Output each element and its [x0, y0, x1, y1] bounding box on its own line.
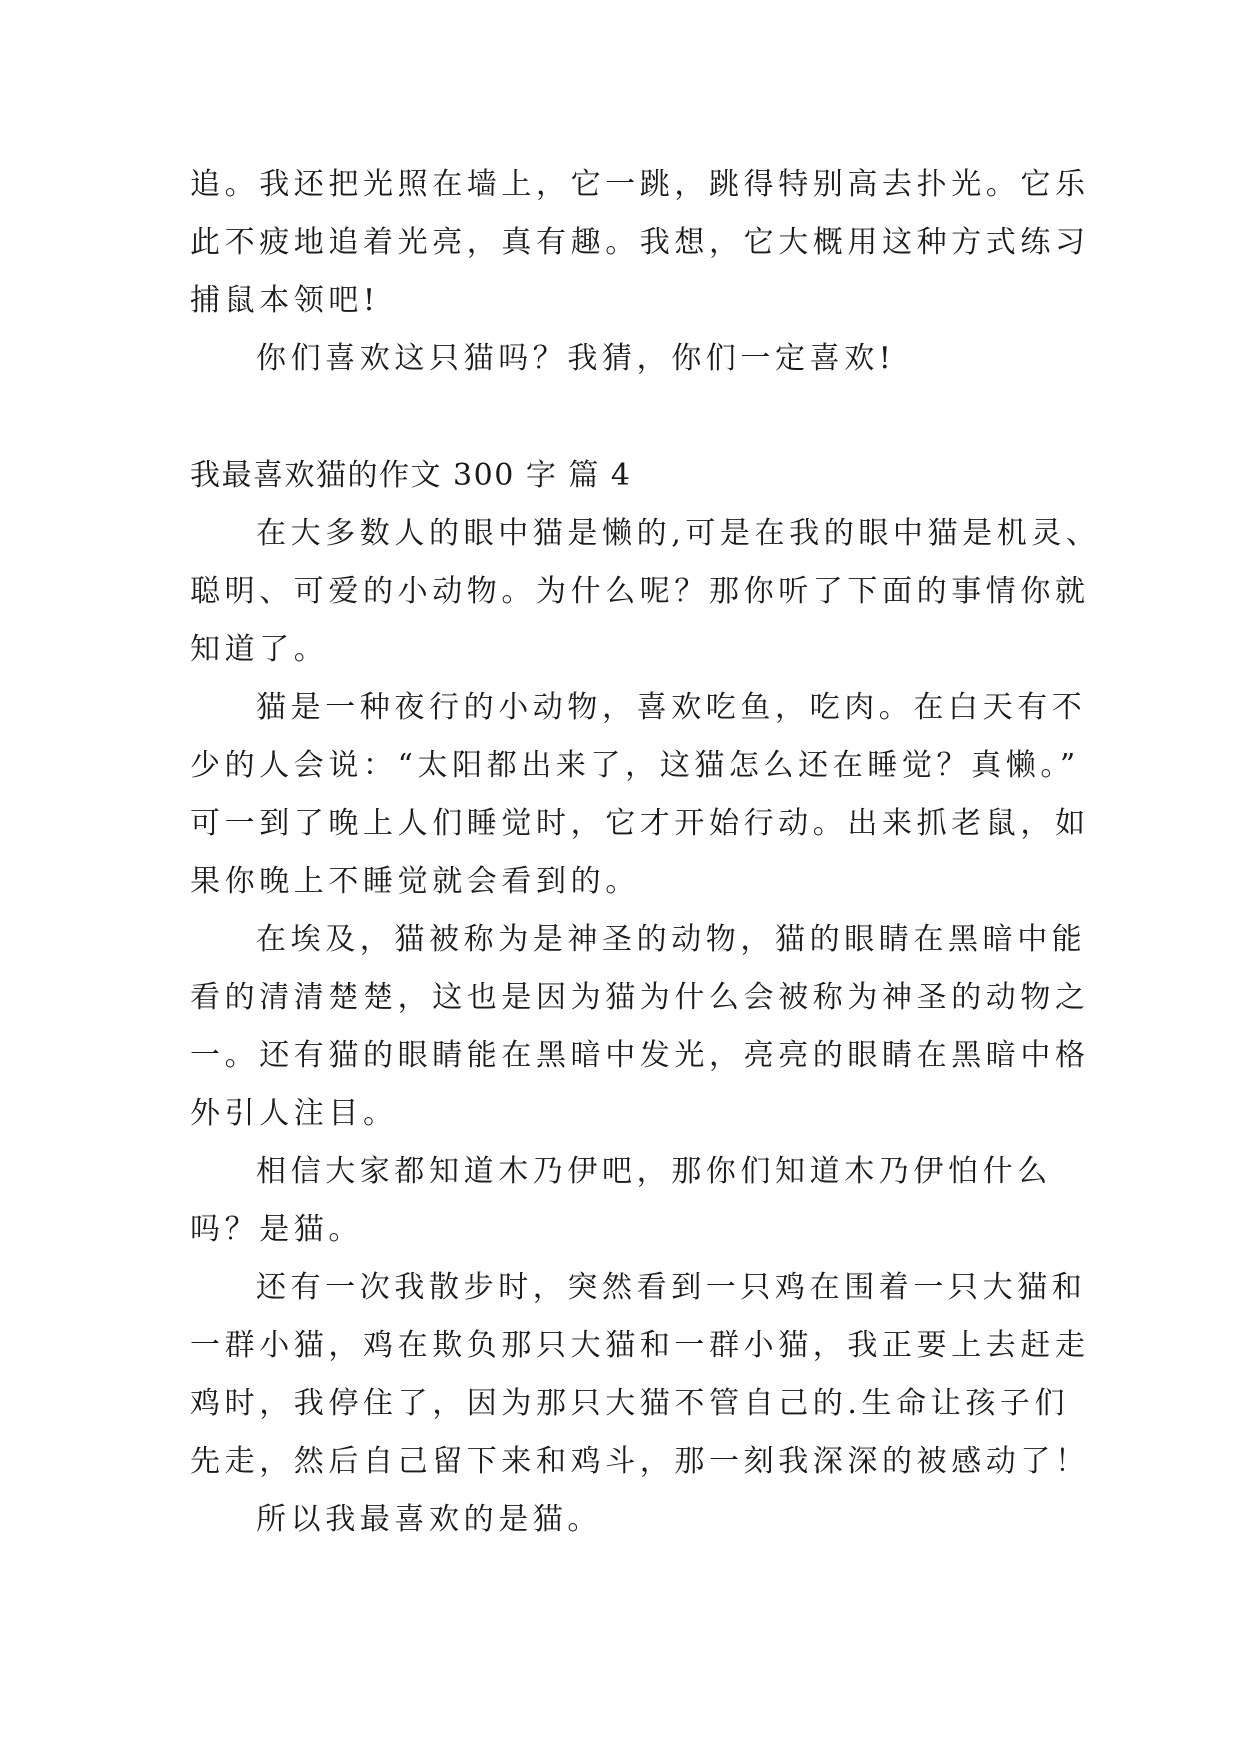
paragraph-line: 聪明、可爱的小动物。为什么呢？那你听了下面的事情你就: [190, 574, 1090, 609]
paragraph-line: 追。我还把光照在墙上，它一跳，跳得特别高去扑光。它乐: [190, 167, 1090, 202]
paragraph-line: 你们喜欢这只猫吗？我猜，你们一定喜欢!: [256, 341, 896, 376]
paragraph-line: 看的清清楚楚，这也是因为猫为什么会被称为神圣的动物之: [190, 980, 1090, 1015]
paragraph-line: 此不疲地追着光亮，真有趣。我想，它大概用这种方式练习: [190, 225, 1090, 260]
paragraph-line: 捕鼠本领吧!: [190, 283, 380, 318]
paragraph-line: 吗？是猫。: [190, 1212, 363, 1247]
paragraph-line: 相信大家都知道木乃伊吧，那你们知道木乃伊怕什么: [256, 1154, 1052, 1189]
paragraph-line: 一群小猫，鸡在欺负那只大猫和一群小猫，我正要上去赶走: [190, 1328, 1090, 1363]
paragraph-line: 在大多数人的眼中猫是懒的,可是在我的眼中猫是机灵、: [256, 516, 1101, 551]
paragraph-line: 在埃及，猫被称为是神圣的动物，猫的眼睛在黑暗中能: [256, 922, 1087, 957]
paragraph-line: 一。还有猫的眼睛能在黑暗中发光，亮亮的眼睛在黑暗中格: [190, 1038, 1090, 1073]
section-title: 我最喜欢猫的作文 300 字 篇 4: [190, 458, 632, 493]
paragraph-line: 少的人会说：“太阳都出来了，这猫怎么还在睡觉？真懒。”: [190, 748, 1080, 783]
paragraph-line: 果你晚上不睡觉就会看到的。: [190, 864, 640, 899]
paragraph-line: 所以我最喜欢的是猫。: [256, 1502, 602, 1537]
paragraph-line: 还有一次我散步时，突然看到一只鸡在围着一只大猫和: [256, 1270, 1087, 1305]
paragraph-line: 可一到了晚上人们睡觉时，它才开始行动。出来抓老鼠，如: [190, 806, 1090, 841]
paragraph-line: 鸡时，我停住了，因为那只大猫不管自己的.生命让孩子们: [190, 1386, 1070, 1421]
paragraph-line: 知道了。: [190, 632, 329, 667]
paragraph-line: 先走，然后自己留下来和鸡斗，那一刻我深深的被感动了！: [190, 1444, 1090, 1479]
paragraph-line: 猫是一种夜行的小动物，喜欢吃鱼，吃肉。在白天有不: [256, 690, 1087, 725]
paragraph-line: 外引人注目。: [190, 1096, 398, 1131]
